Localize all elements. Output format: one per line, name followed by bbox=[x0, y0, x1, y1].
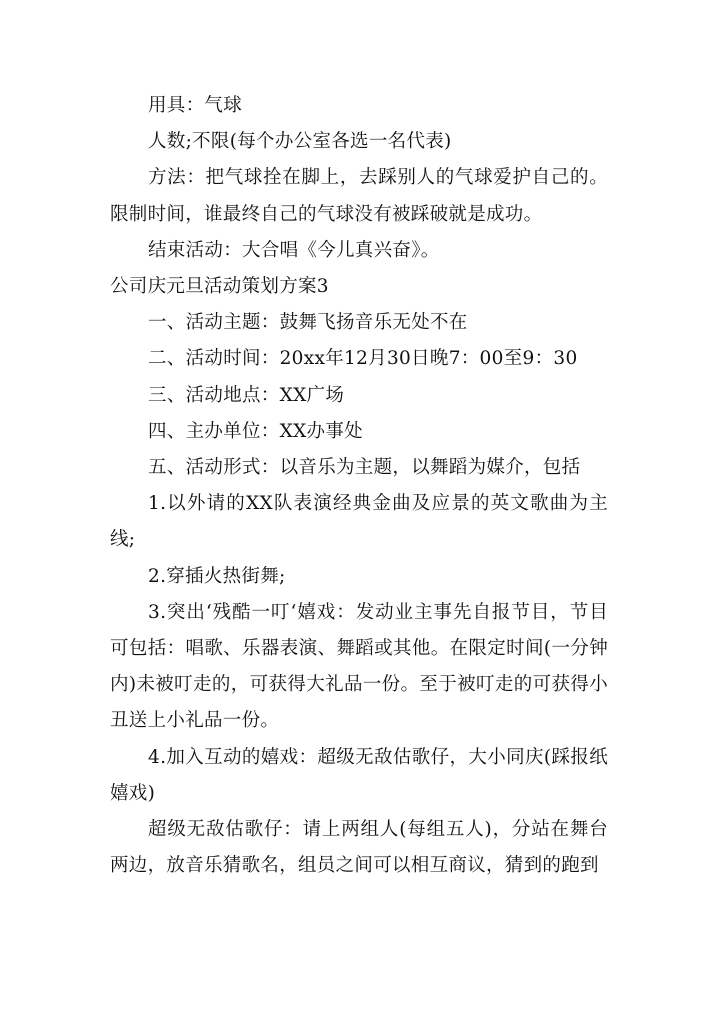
paragraph-time: 二、活动时间：20xx年12月30日晚7：00至9：30 bbox=[148, 348, 578, 370]
paragraph-participants: 人数;不限(每个办公室各选一名代表) bbox=[148, 131, 452, 153]
list-item-1: 1.以外请的XX队表演经典金曲及应景的英文歌曲为主线; bbox=[110, 493, 608, 551]
paragraph-closing-activity: 结束活动：大合唱《今儿真兴奋》。 bbox=[148, 239, 440, 261]
paragraph-theme: 一、活动主题：鼓舞飞扬音乐无处不在 bbox=[148, 312, 468, 334]
paragraph-format: 五、活动形式：以音乐为主题，以舞蹈为媒介，包括 bbox=[148, 457, 581, 479]
paragraph-location: 三、活动地点：XX广场 bbox=[148, 384, 345, 406]
paragraph-game-rules: 超级无敌估歌仔：请上两组人(每组五人)，分站在舞台两边，放音乐猜歌名，组员之间可以相互商议，猜到的跑到 bbox=[110, 819, 608, 877]
paragraph-organizer: 四、主办单位：XX办事处 bbox=[148, 420, 363, 442]
list-item-4: 4.加入互动的嬉戏：超级无敌估歌仔，大小同庆(踩报纸嬉戏) bbox=[110, 746, 608, 804]
paragraph-method: 方法：把气球拴在脚上，去踩别人的气球爱护自己的。限制时间，谁最终自己的气球没有被踩破就是成功。 bbox=[110, 167, 608, 225]
document-body bbox=[110, 88, 608, 884]
list-item-2: 2.穿插火热街舞; bbox=[148, 565, 286, 587]
paragraph-tools: 用具：气球 bbox=[148, 95, 243, 116]
section-heading: 公司庆元旦活动策划方案3 bbox=[110, 276, 329, 298]
list-item-3: 3.突出‘残酷一叮‘嬉戏：发动业主事先自报节目，节目可包括：唱歌、乐器表演、舞蹈或其他。在限定时间(一分钟内)未被叮走的，可获得大礼品一份。至于被叮走的可获得小丑送上小礼品一份。 bbox=[110, 601, 608, 732]
